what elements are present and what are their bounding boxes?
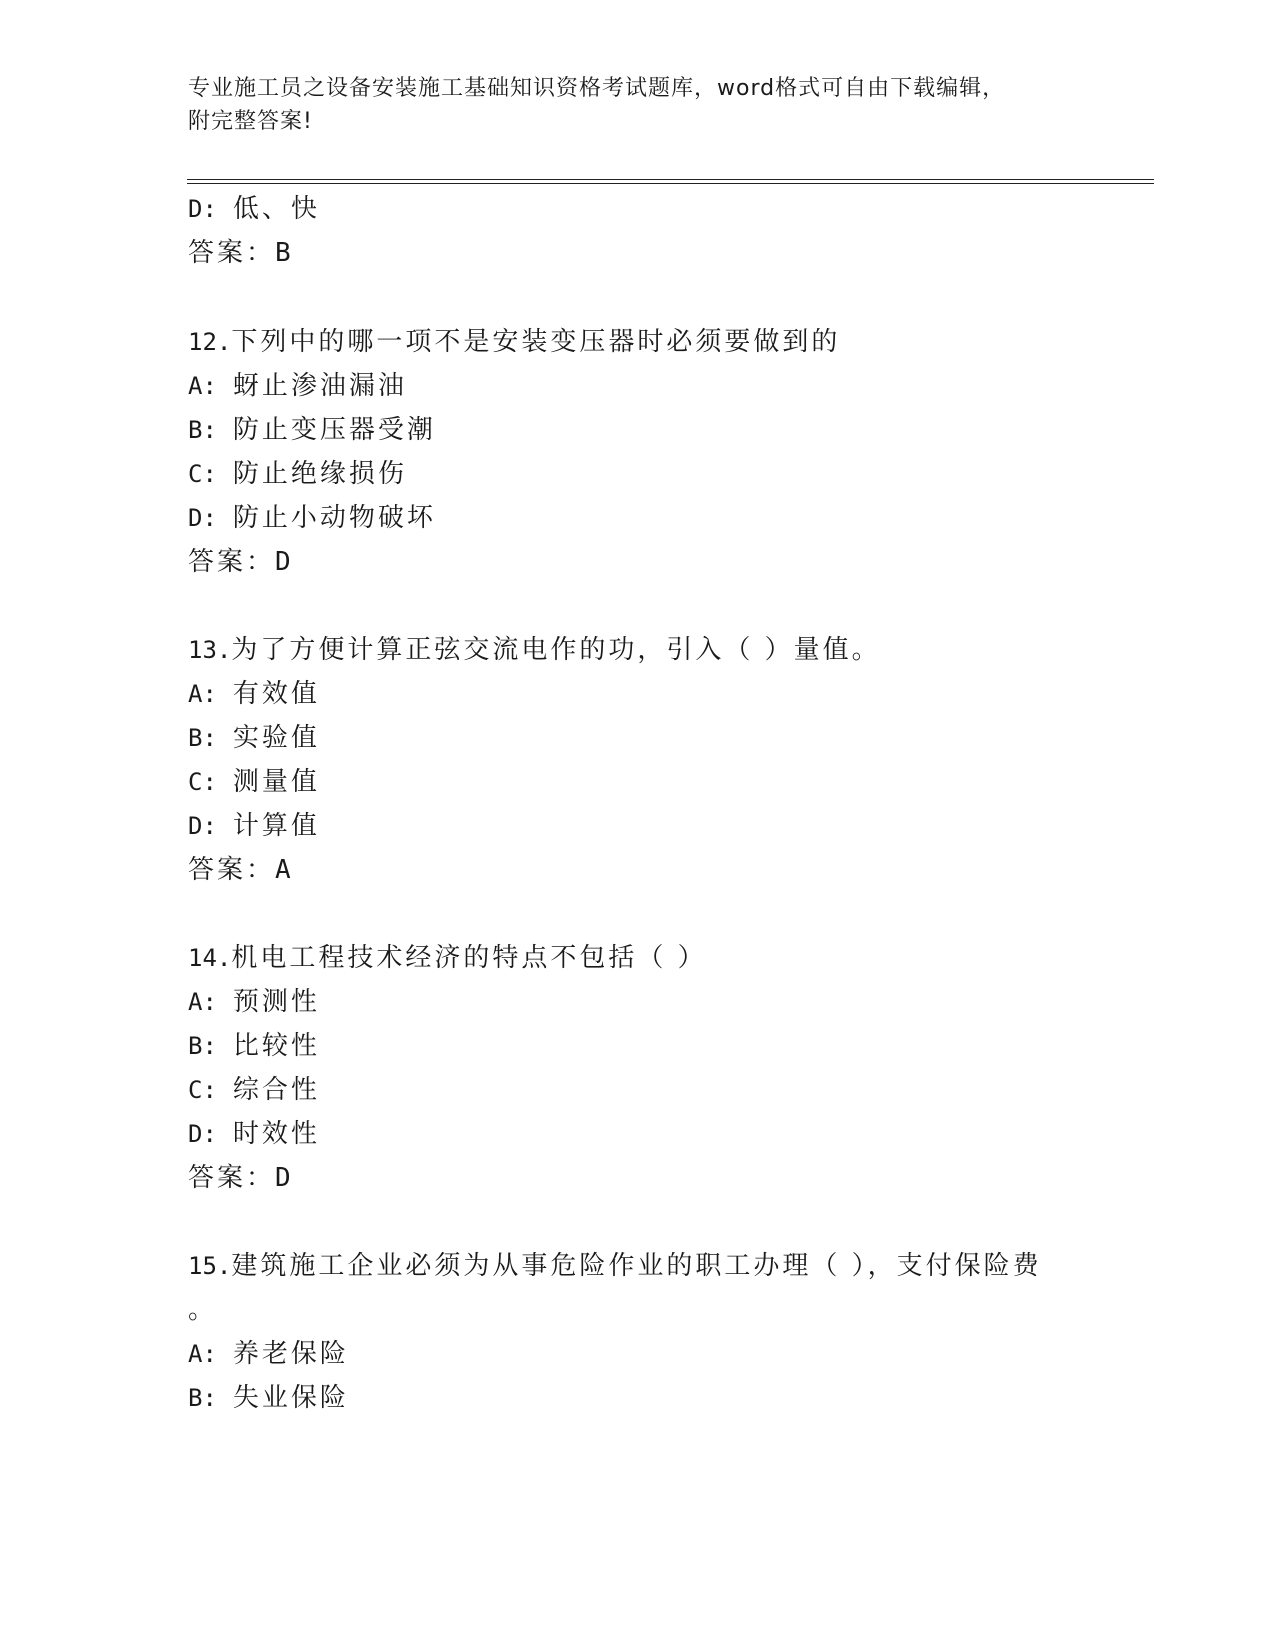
option-a (188, 368, 407, 404)
question-stem (188, 940, 707, 976)
option-letter: D: (188, 504, 217, 532)
option-d (188, 191, 320, 227)
document-header (188, 72, 1068, 138)
header-divider (187, 179, 1154, 184)
question-text: 下列中的哪一项不是安装变压器时必须要做到的 (231, 327, 841, 357)
option-d (188, 500, 436, 536)
option-b (188, 1380, 349, 1416)
option-b (188, 412, 436, 448)
option-d (188, 1116, 320, 1152)
option-c (188, 1072, 320, 1108)
option-b (188, 1028, 320, 1064)
option-text: 防止小动物破坏 (232, 503, 436, 533)
answer-line (188, 852, 291, 888)
option-text: 计算值 (232, 811, 320, 841)
option-letter: B: (188, 1032, 217, 1060)
option-letter: B: (188, 724, 217, 752)
answer-value: D (275, 547, 291, 577)
question-stem-continuation: 。 (188, 1295, 218, 1325)
option-letter: C: (188, 460, 217, 488)
question-stem (188, 324, 840, 360)
option-letter: D: (188, 195, 217, 223)
option-letter: C: (188, 768, 217, 796)
option-text: 低、快 (232, 194, 320, 224)
option-letter: D: (188, 1120, 217, 1148)
option-a (188, 1336, 349, 1372)
answer-line (188, 544, 291, 580)
option-text: 蚜止渗油漏油 (232, 371, 407, 401)
question-number: 15. (188, 1252, 232, 1280)
question-number: 13. (188, 636, 232, 664)
header-line-2: 附完整答案! (188, 109, 313, 134)
option-text: 时效性 (232, 1119, 320, 1149)
option-text: 养老保险 (232, 1339, 349, 1369)
option-letter: B: (188, 416, 217, 444)
option-letter: A: (188, 372, 217, 400)
option-b (188, 720, 320, 756)
option-text: 综合性 (232, 1075, 320, 1105)
option-a (188, 984, 320, 1020)
option-text: 防止变压器受潮 (232, 415, 436, 445)
question-stem (188, 632, 881, 668)
option-text: 失业保险 (232, 1383, 349, 1413)
question-stem (188, 1248, 1042, 1284)
answer-label: 答案： (188, 855, 276, 885)
answer-label: 答案： (188, 1163, 276, 1193)
option-text: 实验值 (232, 723, 320, 753)
answer-value: B (275, 238, 291, 268)
header-line-1: 专业施工员之设备安装施工基础知识资格考试题库，word格式可自由下载编辑， (188, 76, 1006, 101)
answer-label: 答案： (188, 547, 276, 577)
option-letter: D: (188, 812, 217, 840)
answer-value: D (275, 1163, 291, 1193)
option-letter: A: (188, 1340, 217, 1368)
option-text: 测量值 (232, 767, 320, 797)
option-text: 有效值 (232, 679, 320, 709)
option-letter: A: (188, 988, 217, 1016)
question-number: 12. (188, 328, 232, 356)
answer-label: 答案： (188, 238, 276, 268)
option-text: 比较性 (232, 1031, 320, 1061)
option-letter: C: (188, 1076, 217, 1104)
option-c (188, 764, 320, 800)
answer-value: A (275, 855, 291, 885)
option-letter: A: (188, 680, 217, 708)
option-text: 预测性 (232, 987, 320, 1017)
option-c (188, 456, 407, 492)
option-a (188, 676, 320, 712)
question-text: 建筑施工企业必须为从事危险作业的职工办理（ ），支付保险费 (231, 1251, 1042, 1281)
answer-line (188, 1160, 291, 1196)
option-d (188, 808, 320, 844)
question-text: 机电工程技术经济的特点不包括（ ） (231, 943, 707, 973)
question-text: 为了方便计算正弦交流电作的功，引入（ ）量值。 (231, 635, 881, 665)
option-text: 防止绝缘损伤 (232, 459, 407, 489)
question-number: 14. (188, 944, 232, 972)
option-letter: B: (188, 1384, 217, 1412)
answer-line (188, 235, 291, 271)
